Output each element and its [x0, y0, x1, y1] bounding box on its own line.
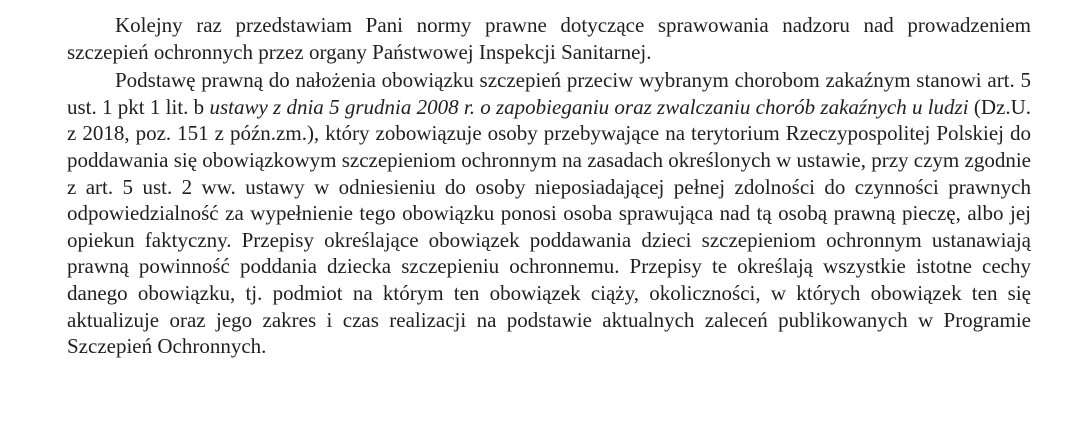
paragraph-legal-basis	[67, 67, 1031, 360]
legal-basis-text-end: (Dz.U. z 2018, poz. 151 z późn.zm.), który zobowiązuje osoby przebywające na terytorium Rzeczypospolitej Polskiej do poddawania się obowiązkowym szczepieniom ochronnym na zasadach określonych w ustawie, przy czym zgodnie z art. 5 ust. 2 ww. ustawy w odniesieniu do osoby nieposiadającej pełnej zdolności do czynności prawnych odpowiedzialność za wypełnienie tego obowiązku ponosi osoba sprawująca nad tą osobą prawną pieczę, albo jej opiekun faktyczny. Przepisy określające obowiązek poddawania dzieci szczepieniom ochronnym ustanawiają prawną powinność poddania dziecka szczepieniu ochronnemu. Przepisy te określają wszystkie istotne cechy danego obowiązku, tj. podmiot na którym ten obowiązek ciąży, okoliczności, w których obowiązek ten się aktualizuje oraz jego zakres i czas realizacji na podstawie aktualnych zaleceń publikowanych w Programie Szczepień Ochronnych.	[67, 94, 1031, 359]
paragraph-supervision-norms: Kolejny raz przedstawiam Pani normy prawne dotyczące sprawowania nadzoru nad prowadzeniem szczepień ochronnych przez organy Państwowej Inspekcji Sanitarnej.	[67, 13, 1031, 64]
legal-basis-text-start: Podstawę prawną do nałożenia obowiązku szczepień przeciw wybranym chorobom zakaźnym stanowi art. 5 ust. 1 pkt 1 lit. b	[67, 68, 1031, 119]
document-page	[67, 12, 1031, 362]
act-title: ustawy z dnia 5 grudnia 2008 r. o zapobieganiu oraz zwalczaniu chorób zakaźnych u ludzi	[209, 94, 969, 119]
